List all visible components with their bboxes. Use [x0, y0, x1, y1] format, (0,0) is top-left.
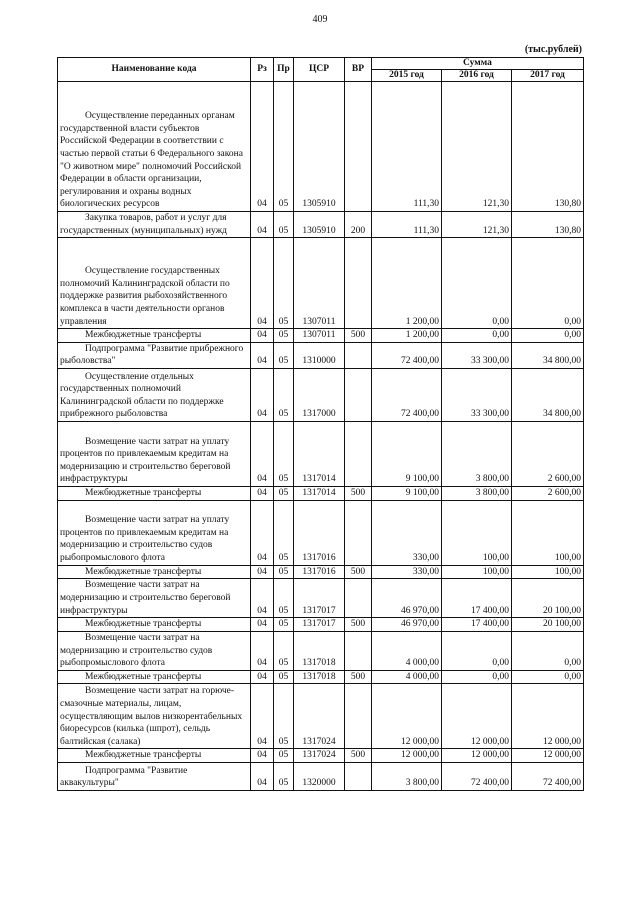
row-rz: 04 — [251, 762, 274, 790]
row-vr — [345, 631, 372, 670]
row-2017: 0,00 — [512, 631, 584, 670]
row-name: Осуществление отдельных государственных полномочий Калининградской области по поддержке прибрежного рыболовства — [58, 368, 251, 421]
row-rz: 04 — [251, 212, 274, 238]
table-row — [58, 500, 584, 565]
header-2016: 2016 год — [442, 70, 512, 82]
header-rz: Рз — [251, 58, 274, 82]
row-2015: 9 100,00 — [372, 486, 442, 500]
row-2016: 3 800,00 — [442, 486, 512, 500]
row-vr — [345, 342, 372, 368]
row-csr: 1310000 — [294, 342, 345, 368]
row-pr: 05 — [274, 238, 294, 329]
row-rz: 04 — [251, 500, 274, 565]
table-row — [58, 238, 584, 329]
table-row — [58, 579, 584, 618]
row-rz: 04 — [251, 670, 274, 684]
row-rz: 04 — [251, 565, 274, 579]
row-pr: 05 — [274, 212, 294, 238]
table-row — [58, 565, 584, 579]
table-row — [58, 212, 584, 238]
row-csr: 1317017 — [294, 618, 345, 632]
row-2015: 330,00 — [372, 500, 442, 565]
row-2015: 12 000,00 — [372, 684, 442, 749]
row-vr: 500 — [345, 749, 372, 763]
row-pr: 05 — [274, 421, 294, 486]
table-row — [58, 684, 584, 749]
row-csr: 1307011 — [294, 329, 345, 343]
row-2015: 9 100,00 — [372, 421, 442, 486]
table-row — [58, 762, 584, 790]
row-2016: 0,00 — [442, 329, 512, 343]
row-2017: 100,00 — [512, 500, 584, 565]
row-name: Осуществление государственных полномочий Калининградской области по поддержке развития рыбохозяйственного комплекса в части деятельности органов управления — [58, 238, 251, 329]
row-name: Межбюджетные трансферты — [58, 749, 251, 763]
row-csr: 1317014 — [294, 486, 345, 500]
row-2015: 46 970,00 — [372, 579, 442, 618]
row-rz: 04 — [251, 238, 274, 329]
row-2017: 2 600,00 — [512, 421, 584, 486]
row-2017: 130,80 — [512, 212, 584, 238]
row-pr: 05 — [274, 329, 294, 343]
table-row — [58, 486, 584, 500]
table-row — [58, 82, 584, 212]
row-pr: 05 — [274, 762, 294, 790]
page-number: 409 — [312, 14, 328, 25]
row-pr: 05 — [274, 368, 294, 421]
header-vr: ВР — [345, 58, 372, 82]
row-2017: 72 400,00 — [512, 762, 584, 790]
row-2016: 12 000,00 — [442, 684, 512, 749]
row-pr: 05 — [274, 342, 294, 368]
row-2015: 1 200,00 — [372, 329, 442, 343]
row-2015: 111,30 — [372, 212, 442, 238]
row-name: Возмещение части затрат на модернизацию и строительство береговой инфраструктуры — [58, 579, 251, 618]
row-vr — [345, 368, 372, 421]
row-2016: 33 300,00 — [442, 342, 512, 368]
row-2015: 72 400,00 — [372, 368, 442, 421]
row-2017: 130,80 — [512, 82, 584, 212]
row-2016: 121,30 — [442, 212, 512, 238]
row-2015: 46 970,00 — [372, 618, 442, 632]
row-name: Межбюджетные трансферты — [58, 486, 251, 500]
row-vr — [345, 500, 372, 565]
row-2017: 100,00 — [512, 565, 584, 579]
row-2015: 4 000,00 — [372, 670, 442, 684]
row-pr: 05 — [274, 82, 294, 212]
row-2017: 0,00 — [512, 329, 584, 343]
table-row — [58, 618, 584, 632]
row-2015: 1 200,00 — [372, 238, 442, 329]
row-2016: 33 300,00 — [442, 368, 512, 421]
row-2017: 34 800,00 — [512, 368, 584, 421]
row-rz: 04 — [251, 618, 274, 632]
row-name: Осуществление переданных органам государственной власти субъектов Российской Федерации в соответствии с частью первой статьи 6 Федерального закона "О животном мире" полномочий Российской Федерации в области организации, регулирования и охраны водных биологических ресурсов — [58, 82, 251, 212]
row-name: Межбюджетные трансферты — [58, 565, 251, 579]
row-csr: 1320000 — [294, 762, 345, 790]
row-2017: 0,00 — [512, 670, 584, 684]
row-pr: 05 — [274, 631, 294, 670]
row-pr: 05 — [274, 670, 294, 684]
row-pr: 05 — [274, 579, 294, 618]
row-rz: 04 — [251, 684, 274, 749]
budget-table — [57, 57, 584, 791]
header-2015: 2015 год — [372, 70, 442, 82]
row-name: Закупка товаров, работ и услуг для государственных (муниципальных) нужд — [58, 212, 251, 238]
row-name: Возмещение части затрат на уплату процентов по привлекаемым кредитам на модернизацию и строительство береговой инфраструктуры — [58, 421, 251, 486]
header-pr: Пр — [274, 58, 294, 82]
row-rz: 04 — [251, 631, 274, 670]
row-2015: 72 400,00 — [372, 342, 442, 368]
row-vr: 500 — [345, 618, 372, 632]
units-label: (тыс.рублей) — [524, 44, 582, 55]
row-pr: 05 — [274, 618, 294, 632]
row-2016: 72 400,00 — [442, 762, 512, 790]
row-vr: 500 — [345, 329, 372, 343]
header-csr: ЦСР — [294, 58, 345, 82]
row-csr: 1305910 — [294, 82, 345, 212]
row-2017: 2 600,00 — [512, 486, 584, 500]
row-vr — [345, 82, 372, 212]
row-2017: 34 800,00 — [512, 342, 584, 368]
row-2017: 12 000,00 — [512, 684, 584, 749]
row-csr: 1317016 — [294, 500, 345, 565]
header-sum: Сумма — [372, 58, 584, 70]
row-csr: 1317018 — [294, 670, 345, 684]
row-2015: 4 000,00 — [372, 631, 442, 670]
row-vr — [345, 684, 372, 749]
row-csr: 1317016 — [294, 565, 345, 579]
row-2016: 0,00 — [442, 238, 512, 329]
header-name: Наименование кода — [58, 58, 251, 82]
row-2016: 100,00 — [442, 565, 512, 579]
row-vr: 500 — [345, 670, 372, 684]
row-2016: 17 400,00 — [442, 579, 512, 618]
row-rz: 04 — [251, 579, 274, 618]
row-pr: 05 — [274, 684, 294, 749]
row-csr: 1317000 — [294, 368, 345, 421]
header-2017: 2017 год — [512, 70, 584, 82]
row-2017: 20 100,00 — [512, 579, 584, 618]
row-2016: 100,00 — [442, 500, 512, 565]
row-csr: 1305910 — [294, 212, 345, 238]
table-row — [58, 368, 584, 421]
row-csr: 1307011 — [294, 238, 345, 329]
row-2015: 12 000,00 — [372, 749, 442, 763]
row-name: Подпрограмма "Развитие прибрежного рыболовства" — [58, 342, 251, 368]
row-2016: 0,00 — [442, 670, 512, 684]
row-rz: 04 — [251, 329, 274, 343]
row-vr: 200 — [345, 212, 372, 238]
table-row — [58, 329, 584, 343]
row-vr — [345, 579, 372, 618]
row-csr: 1317018 — [294, 631, 345, 670]
row-csr: 1317024 — [294, 749, 345, 763]
row-vr — [345, 421, 372, 486]
row-2016: 12 000,00 — [442, 749, 512, 763]
row-name: Возмещение части затрат на модернизацию и строительство судов рыбопромыслового флота — [58, 631, 251, 670]
table-row — [58, 631, 584, 670]
row-rz: 04 — [251, 368, 274, 421]
row-2017: 0,00 — [512, 238, 584, 329]
row-2015: 330,00 — [372, 565, 442, 579]
row-pr: 05 — [274, 500, 294, 565]
row-csr: 1317017 — [294, 579, 345, 618]
row-2015: 111,30 — [372, 82, 442, 212]
row-csr: 1317024 — [294, 684, 345, 749]
row-name: Возмещение части затрат на горюче-смазочные материалы, лицам, осуществляющим вылов низкорентабельных биоресурсов (килька (шпрот), сельдь балтийская (салака) — [58, 684, 251, 749]
row-rz: 04 — [251, 486, 274, 500]
row-vr — [345, 762, 372, 790]
row-2017: 12 000,00 — [512, 749, 584, 763]
row-2016: 17 400,00 — [442, 618, 512, 632]
row-rz: 04 — [251, 342, 274, 368]
row-name: Межбюджетные трансферты — [58, 670, 251, 684]
row-name: Межбюджетные трансферты — [58, 329, 251, 343]
row-2016: 3 800,00 — [442, 421, 512, 486]
row-name: Подпрограмма "Развитие аквакультуры" — [58, 762, 251, 790]
row-vr — [345, 238, 372, 329]
row-name: Межбюджетные трансферты — [58, 618, 251, 632]
row-pr: 05 — [274, 486, 294, 500]
table-row — [58, 670, 584, 684]
table-row — [58, 342, 584, 368]
row-pr: 05 — [274, 565, 294, 579]
row-csr: 1317014 — [294, 421, 345, 486]
table-row — [58, 749, 584, 763]
row-vr: 500 — [345, 486, 372, 500]
row-pr: 05 — [274, 749, 294, 763]
table-row — [58, 421, 584, 486]
row-2017: 20 100,00 — [512, 618, 584, 632]
row-rz: 04 — [251, 82, 274, 212]
row-name: Возмещение части затрат на уплату процентов по привлекаемым кредитам на модернизацию и строительство судов рыбопромыслового флота — [58, 500, 251, 565]
row-rz: 04 — [251, 749, 274, 763]
row-2015: 3 800,00 — [372, 762, 442, 790]
row-2016: 0,00 — [442, 631, 512, 670]
row-vr: 500 — [345, 565, 372, 579]
row-rz: 04 — [251, 421, 274, 486]
row-2016: 121,30 — [442, 82, 512, 212]
